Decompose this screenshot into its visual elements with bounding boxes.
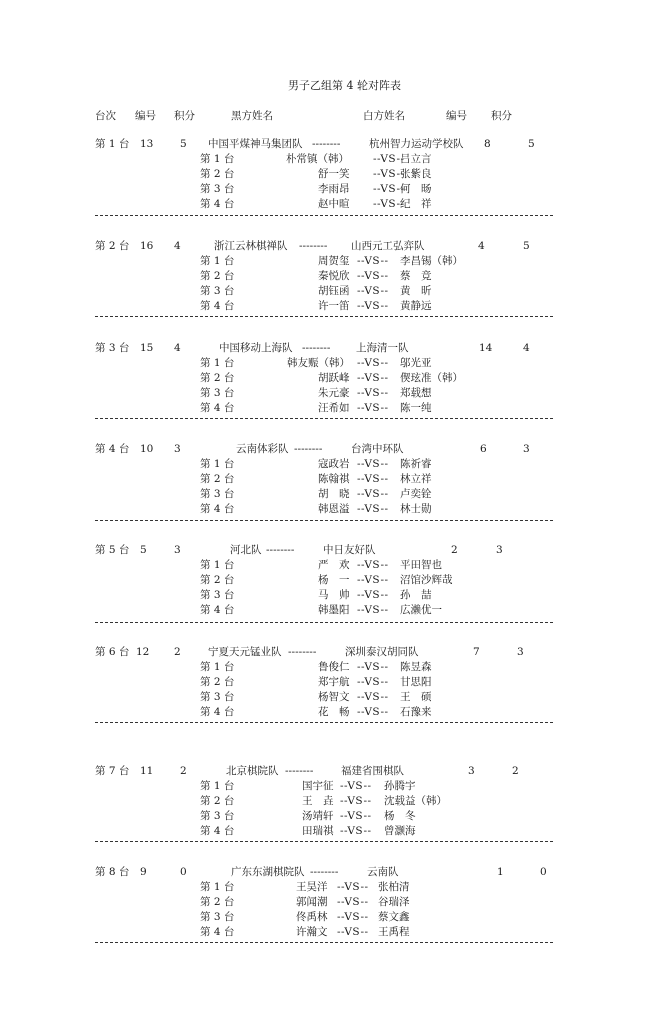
white-player: 沼馆沙辉哉 (400, 574, 453, 586)
board-label: 第 4 台 (200, 402, 235, 414)
divider (95, 418, 553, 419)
white-player: 陈祈睿 (400, 458, 432, 470)
vs-marker: --VS-- (337, 911, 369, 923)
white-team-name: 中日友好队 (323, 544, 376, 556)
white-player: 吕立言 (400, 153, 432, 165)
vs-marker: --VS-- (357, 473, 389, 485)
vs-marker: --VS-- (357, 402, 389, 414)
white-player: 何 旸 (400, 183, 432, 195)
black-team-name: 中国移动上海队 (219, 342, 293, 354)
header-team-no: 编号 (135, 110, 156, 122)
black-player: 许瀚文 (296, 926, 328, 938)
white-team-points: 3 (517, 646, 524, 658)
vs-marker: --VS-- (357, 503, 389, 515)
white-team-number: 1 (497, 866, 504, 878)
match-team-points: 0 (180, 866, 187, 878)
white-player: 林士勋 (400, 503, 432, 515)
match-team-number: 5 (140, 544, 147, 556)
board-label: 第 1 台 (200, 153, 235, 165)
board-label: 第 4 台 (200, 503, 235, 515)
divider (95, 316, 553, 317)
black-player: 王 垚 (302, 795, 334, 807)
board-label: 第 2 台 (200, 270, 235, 282)
black-player: 严 欢 (318, 559, 350, 571)
black-player: 舒一笑 (318, 168, 350, 180)
board-label: 第 1 台 (200, 780, 235, 792)
black-player: 王昊洋 (296, 881, 328, 893)
black-player: 寇政岩 (318, 458, 350, 470)
board-label: 第 2 台 (200, 574, 235, 586)
white-player: 黄 昕 (400, 285, 432, 297)
white-team-name: 福建省围棋队 (341, 765, 404, 777)
vs-marker: --VS-- (357, 458, 389, 470)
white-player: 郑载想 (400, 387, 432, 399)
black-player: 汪希如 (318, 402, 350, 414)
divider (95, 215, 553, 216)
white-player: 李昌锡（韩） (400, 255, 463, 267)
match-team-number: 10 (140, 443, 154, 455)
black-player: 马 帅 (318, 589, 350, 601)
vs-marker: --VS-- (373, 198, 405, 210)
match-team-number: 9 (140, 866, 147, 878)
header-white-name: 白方姓名 (363, 110, 405, 122)
black-player: 胡钰函 (318, 285, 350, 297)
header-black-name: 黑方姓名 (231, 110, 273, 122)
white-player: 王 硕 (400, 691, 432, 703)
board-label: 第 2 台 (200, 168, 235, 180)
black-team-name: 宁夏天元锰业队 (208, 646, 282, 658)
board-label: 第 4 台 (200, 926, 235, 938)
divider (95, 622, 553, 623)
board-label: 第 3 台 (200, 285, 235, 297)
team-separator: -------- (266, 544, 295, 556)
board-label: 第 1 台 (200, 661, 235, 673)
white-player: 蔡文鑫 (378, 911, 410, 923)
white-player: 孙腾宇 (384, 780, 416, 792)
match-team-points: 2 (174, 646, 181, 658)
black-team-name: 河北队 (230, 544, 262, 556)
white-team-number: 4 (478, 240, 485, 252)
white-player: 张柏清 (378, 881, 410, 893)
match-table-no: 第 8 台 (95, 866, 130, 878)
board-label: 第 1 台 (200, 357, 235, 369)
black-player: 陈翰祺 (318, 473, 350, 485)
white-player: 孙 喆 (400, 589, 432, 601)
black-player: 朱元豪 (318, 387, 350, 399)
black-player: 韩友赈（韩） (287, 357, 350, 369)
black-player: 鲁俊仁 (318, 661, 350, 673)
match-team-number: 11 (140, 765, 154, 777)
black-player: 郑宇航 (318, 676, 350, 688)
divider (95, 722, 553, 723)
board-label: 第 4 台 (200, 604, 235, 616)
board-label: 第 3 台 (200, 183, 235, 195)
vs-marker: --VS-- (357, 574, 389, 586)
black-player: 田瑞祺 (302, 825, 334, 837)
white-player: 林立祥 (400, 473, 432, 485)
board-label: 第 3 台 (200, 387, 235, 399)
white-player: 王禹程 (378, 926, 410, 938)
vs-marker: --VS-- (357, 691, 389, 703)
board-label: 第 4 台 (200, 198, 235, 210)
white-player: 蔡 竞 (400, 270, 432, 282)
team-separator: -------- (294, 443, 323, 455)
match-team-number: 16 (140, 240, 154, 252)
board-label: 第 2 台 (200, 473, 235, 485)
vs-marker: --VS-- (340, 780, 372, 792)
team-separator: -------- (310, 866, 339, 878)
match-table-no: 第 7 台 (95, 765, 130, 777)
white-team-number: 6 (480, 443, 487, 455)
divider (95, 841, 553, 842)
black-team-name: 中国平煤神马集团队 (208, 138, 303, 150)
white-team-points: 2 (512, 765, 519, 777)
white-player: 谷瑞泽 (378, 896, 410, 908)
white-team-name: 杭州智力运动学校队 (369, 138, 464, 150)
white-player: 黄静远 (400, 300, 432, 312)
board-label: 第 1 台 (200, 458, 235, 470)
board-label: 第 1 台 (200, 881, 235, 893)
match-table-no: 第 6 台 (95, 646, 130, 658)
vs-marker: --VS-- (337, 896, 369, 908)
white-player: 卢奕铨 (400, 488, 432, 500)
black-player: 周贺玺 (318, 255, 350, 267)
black-player: 韩墨阳 (318, 604, 350, 616)
black-player: 韩恩溢 (318, 503, 350, 515)
match-team-points: 3 (174, 443, 181, 455)
board-label: 第 3 台 (200, 810, 235, 822)
board-label: 第 2 台 (200, 372, 235, 384)
match-team-points: 3 (174, 544, 181, 556)
vs-marker: --VS-- (357, 270, 389, 282)
match-team-points: 2 (180, 765, 187, 777)
black-player: 杨 一 (318, 574, 350, 586)
white-team-name: 台湾中环队 (351, 443, 404, 455)
header-points: 积分 (174, 110, 195, 122)
divider (95, 942, 553, 943)
vs-marker: --VS-- (357, 387, 389, 399)
vs-marker: --VS-- (357, 559, 389, 571)
page-title: 男子乙组第 4 轮对阵表 (288, 79, 401, 92)
vs-marker: --VS-- (357, 589, 389, 601)
white-team-name: 云南队 (367, 866, 399, 878)
white-player: 陈昱森 (400, 661, 432, 673)
vs-marker: --VS-- (357, 372, 389, 384)
white-player: 平田智也 (400, 559, 442, 571)
board-label: 第 4 台 (200, 825, 235, 837)
black-player: 杨智文 (318, 691, 350, 703)
black-player: 郭闻潮 (296, 896, 328, 908)
white-player: 邬光亚 (400, 357, 432, 369)
white-team-name: 深圳泰汉胡同队 (345, 646, 419, 658)
black-player: 国宇征 (302, 780, 334, 792)
match-team-number: 15 (140, 342, 154, 354)
vs-marker: --VS-- (340, 825, 372, 837)
vs-marker: --VS-- (357, 255, 389, 267)
white-team-number: 3 (468, 765, 475, 777)
white-team-name: 上海清一队 (356, 342, 409, 354)
vs-marker: --VS-- (373, 153, 405, 165)
white-player: 纪 祥 (400, 198, 432, 210)
board-label: 第 3 台 (200, 589, 235, 601)
vs-marker: --VS-- (337, 926, 369, 938)
vs-marker: --VS-- (357, 357, 389, 369)
match-team-points: 5 (180, 138, 187, 150)
header-white-no: 编号 (446, 110, 467, 122)
white-player: 陈一纯 (400, 402, 432, 414)
black-player: 赵中暄 (318, 198, 350, 210)
black-player: 胡跃峰 (318, 372, 350, 384)
white-player: 甘思阳 (400, 676, 432, 688)
board-label: 第 2 台 (200, 896, 235, 908)
team-separator: -------- (302, 342, 331, 354)
white-team-points: 5 (528, 138, 535, 150)
vs-marker: --VS-- (340, 810, 372, 822)
white-team-number: 2 (451, 544, 458, 556)
vs-marker: --VS-- (357, 661, 389, 673)
white-team-points: 3 (523, 443, 530, 455)
board-label: 第 2 台 (200, 676, 235, 688)
board-label: 第 1 台 (200, 255, 235, 267)
white-player: 张紫良 (400, 168, 432, 180)
white-player: 広濑优一 (400, 604, 442, 616)
black-player: 秦悦欣 (318, 270, 350, 282)
header-white-points: 积分 (491, 110, 512, 122)
black-player: 汤靖轩 (302, 810, 334, 822)
black-team-name: 广东东湖棋院队 (231, 866, 305, 878)
vs-marker: --VS-- (357, 676, 389, 688)
match-team-number: 12 (136, 646, 150, 658)
divider (95, 520, 553, 521)
board-label: 第 1 台 (200, 559, 235, 571)
black-player: 佟禹林 (296, 911, 328, 923)
vs-marker: --VS-- (357, 300, 389, 312)
black-player: 朴常镇（韩） (286, 153, 349, 165)
board-label: 第 2 台 (200, 795, 235, 807)
vs-marker: --VS-- (337, 881, 369, 893)
match-table-no: 第 4 台 (95, 443, 130, 455)
black-player: 李雨昂 (318, 183, 350, 195)
black-team-name: 浙江云林棋禅队 (214, 240, 288, 252)
white-team-points: 5 (523, 240, 530, 252)
black-player: 胡 晓 (318, 488, 350, 500)
board-label: 第 4 台 (200, 706, 235, 718)
team-separator: -------- (299, 240, 328, 252)
match-team-points: 4 (174, 342, 181, 354)
vs-marker: --VS-- (357, 604, 389, 616)
white-team-points: 3 (496, 544, 503, 556)
vs-marker: --VS-- (373, 183, 405, 195)
black-player: 花 畅 (318, 706, 350, 718)
vs-marker: --VS-- (373, 168, 405, 180)
team-separator: -------- (285, 765, 314, 777)
header-table-no: 台次 (95, 110, 116, 122)
board-label: 第 4 台 (200, 300, 235, 312)
board-label: 第 3 台 (200, 691, 235, 703)
board-label: 第 3 台 (200, 911, 235, 923)
white-team-points: 0 (540, 866, 547, 878)
black-team-name: 云南体彩队 (236, 443, 289, 455)
white-player: 杨 冬 (384, 810, 416, 822)
black-team-name: 北京棋院队 (226, 765, 279, 777)
board-label: 第 3 台 (200, 488, 235, 500)
white-player: 曾灏海 (384, 825, 416, 837)
vs-marker: --VS-- (340, 795, 372, 807)
white-team-points: 4 (523, 342, 530, 354)
vs-marker: --VS-- (357, 488, 389, 500)
match-table-no: 第 5 台 (95, 544, 130, 556)
match-team-number: 13 (140, 138, 154, 150)
vs-marker: --VS-- (357, 706, 389, 718)
match-table-no: 第 2 台 (95, 240, 130, 252)
team-separator: -------- (312, 138, 341, 150)
white-team-name: 山西元工弘弈队 (351, 240, 425, 252)
vs-marker: --VS-- (357, 285, 389, 297)
white-team-number: 8 (484, 138, 491, 150)
white-team-number: 14 (479, 342, 493, 354)
black-player: 许一笛 (318, 300, 350, 312)
white-player: 石豫来 (400, 706, 432, 718)
white-team-number: 7 (473, 646, 480, 658)
white-player: 沈载益（韩） (384, 795, 447, 807)
white-player: 偰玹准（韩） (400, 372, 463, 384)
team-separator: -------- (288, 646, 317, 658)
match-team-points: 4 (174, 240, 181, 252)
match-table-no: 第 3 台 (95, 342, 130, 354)
match-table-no: 第 1 台 (95, 138, 130, 150)
